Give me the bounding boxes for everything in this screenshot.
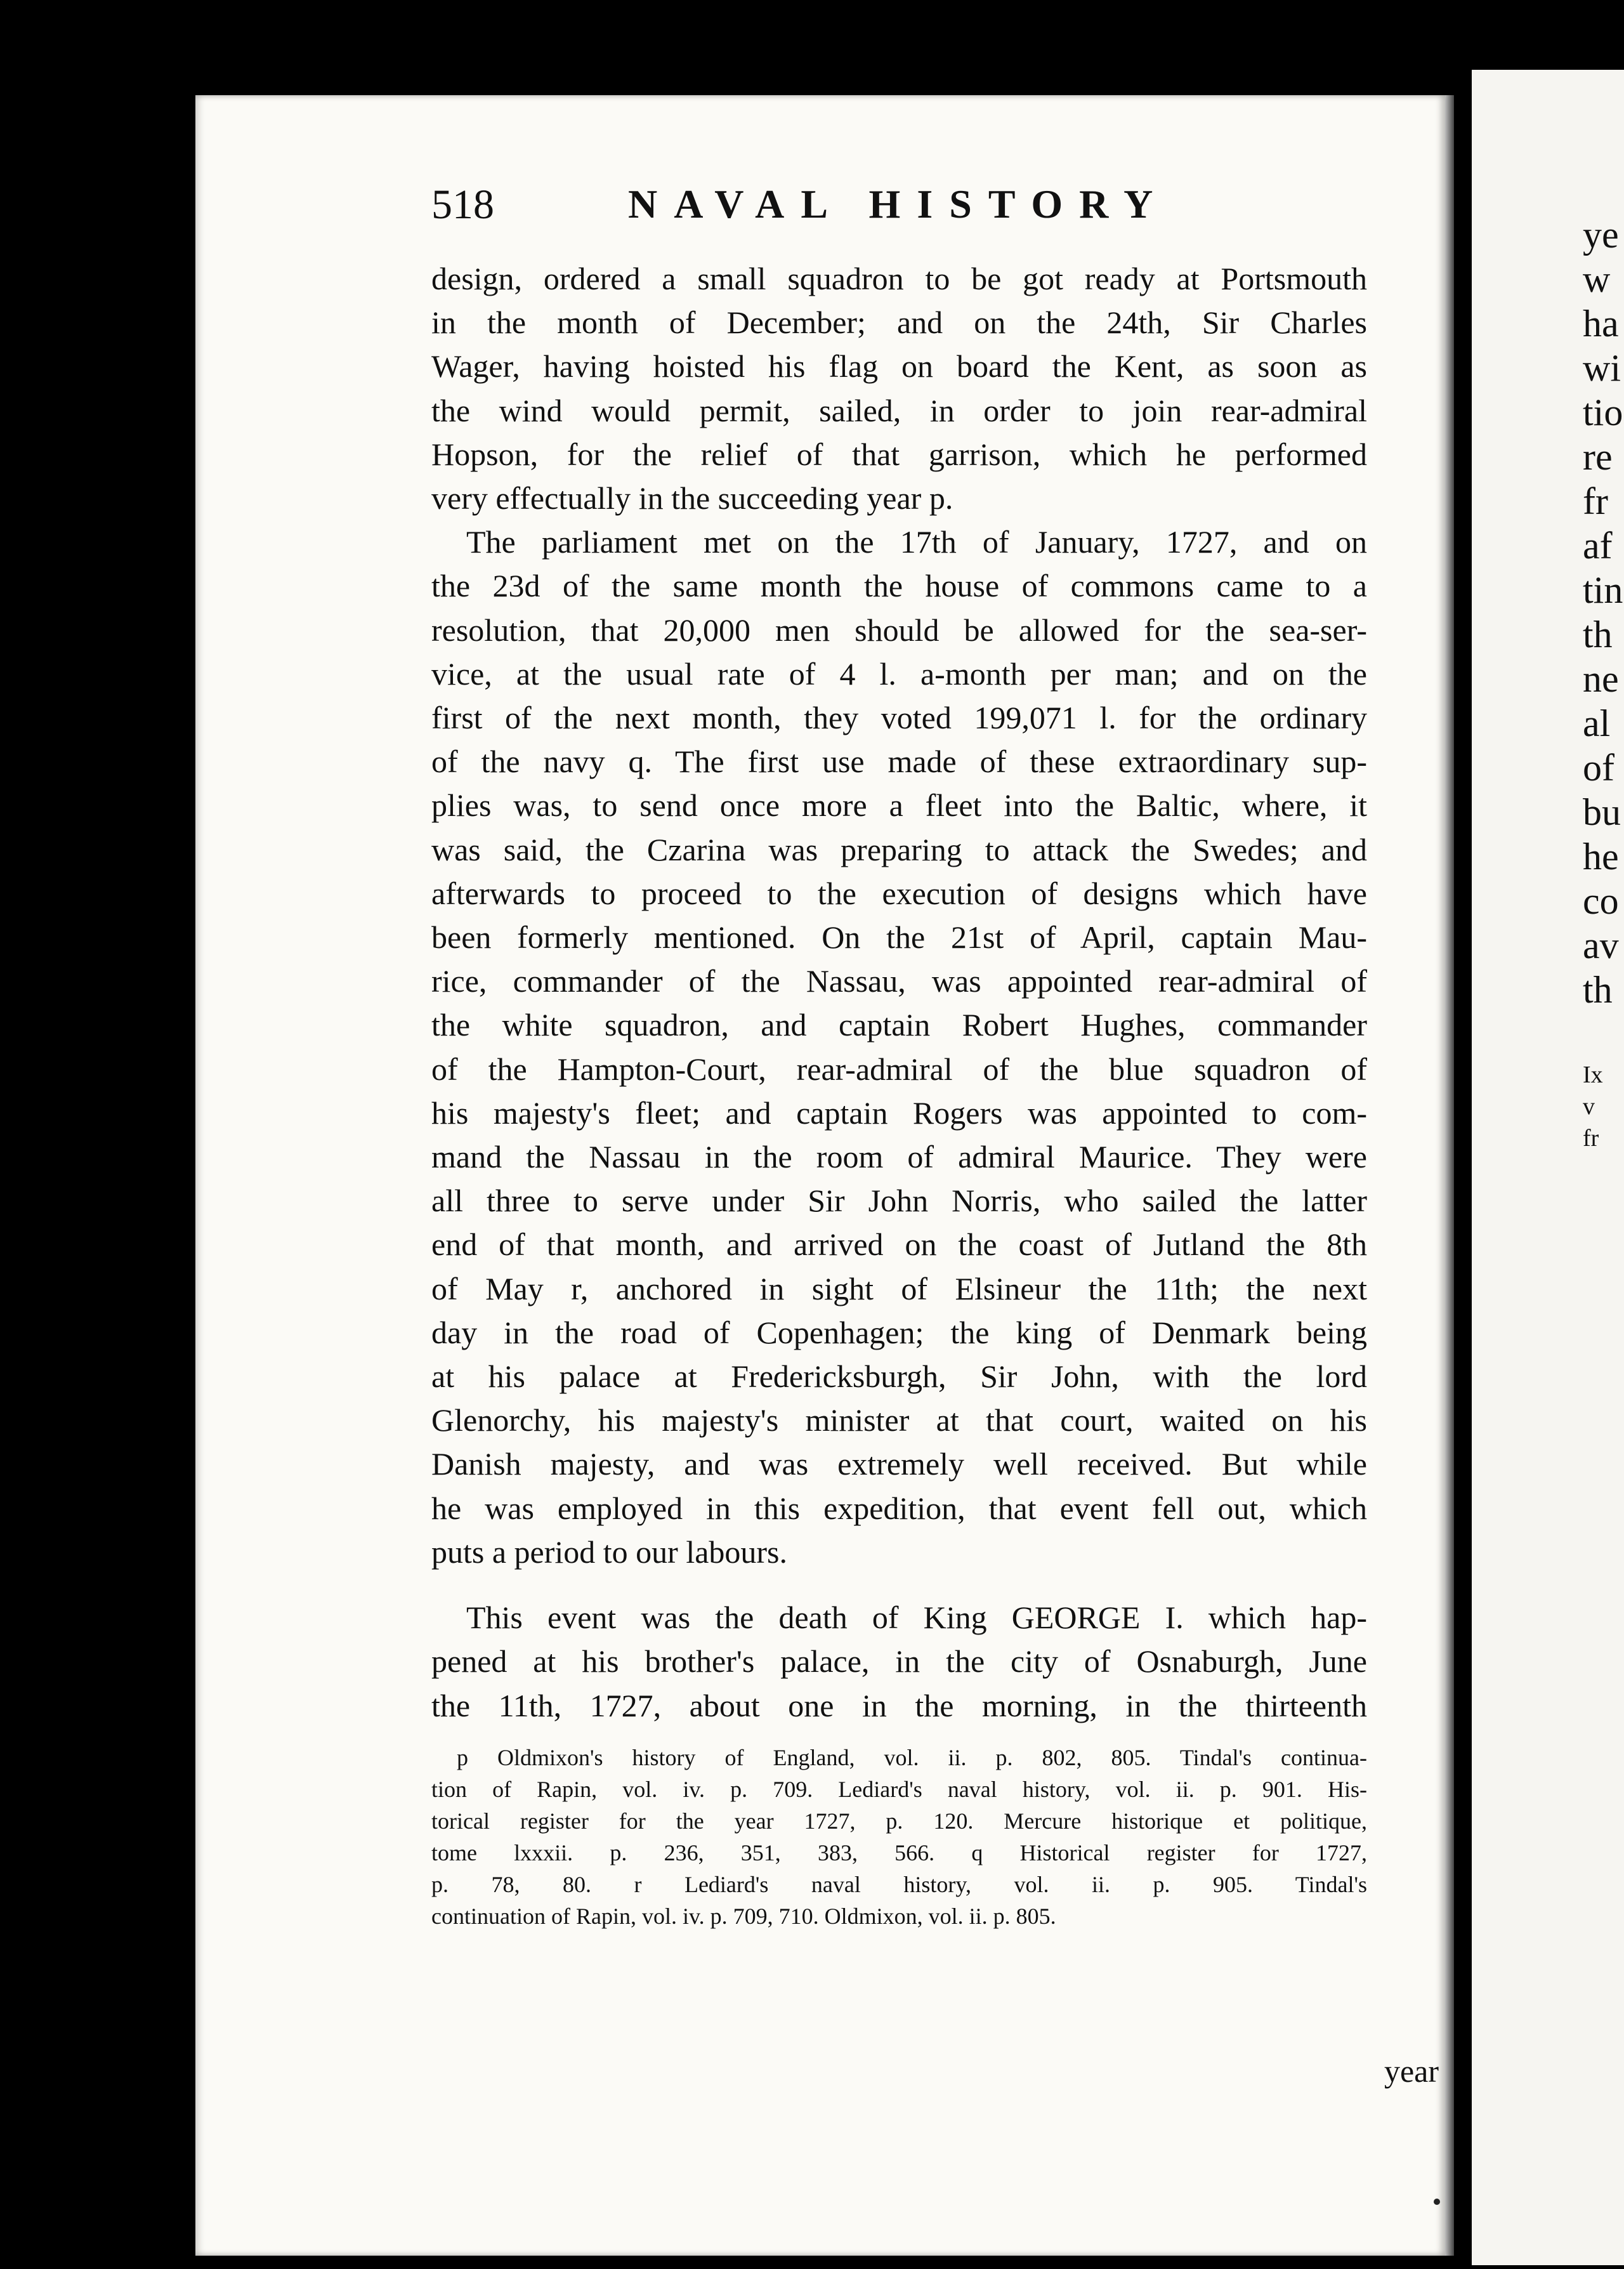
footnote-line: continuation of Rapin, vol. iv. p. 709, 710. Oldmixon, vol. ii. p. 805. [431, 1904, 1056, 1929]
footnote-line: p. 78, 80. r Lediard's naval history, vol. ii. p. 905. Tindal's [431, 1872, 1367, 1897]
footnote-line [431, 1742, 1367, 1773]
body-line: puts a period to our labours. [431, 1534, 788, 1570]
facing-page-fragment: re [1583, 436, 1613, 478]
book-page [195, 95, 1445, 2256]
facing-page-fragment: av [1583, 924, 1619, 966]
facing-page-fragment: tio [1583, 391, 1623, 433]
body-line: resolution, that 20,000 men should be allowed for the sea-ser- [431, 612, 1367, 648]
facing-page-fragment: af [1583, 525, 1613, 567]
body-line: of the navy q. The first use made of these extraordinary sup- [431, 744, 1367, 780]
facing-page-fragment: he [1583, 836, 1619, 878]
body-line: vice, at the usual rate of 4 l. a-month per man; and on the [431, 655, 1367, 692]
footnote-line: tome lxxxii. p. 236, 351, 383, 566. q Historical register for 1727, [431, 1840, 1367, 1865]
body-line: he was employed in this expedition, that event fell out, which [431, 1490, 1367, 1526]
footnotes [431, 1742, 1367, 1932]
body-line: rice, commander of the Nassau, was appointed rear-admiral of [431, 963, 1367, 999]
body-line: Danish majesty, and was extremely well received. But while [431, 1446, 1367, 1482]
facing-page-fragment: bu [1583, 791, 1621, 833]
body-line: was said, the Czarina was preparing to attack the Swedes; and [431, 831, 1367, 867]
facing-page-fragment: th [1583, 614, 1613, 655]
body-line: the white squadron, and captain Robert Hughes, commander [431, 1007, 1367, 1043]
facing-page-fragment: fr [1583, 480, 1608, 522]
body-line: plies was, to send once more a fleet into the Baltic, where, it [431, 787, 1367, 824]
body-line [431, 1596, 1367, 1640]
body-line: the wind would permit, sailed, in order to join rear-admiral [431, 392, 1367, 428]
body-line: Hopson, for the relief of that garrison, which he performed [431, 436, 1367, 472]
facing-page-fragment: wi [1583, 347, 1621, 389]
facing-page-fragment: w [1583, 258, 1611, 300]
page-edge-shadow [1445, 95, 1454, 2256]
body-line: first of the next month, they voted 199,071 l. for the ordinary [431, 700, 1367, 736]
footnote-line: torical register for the year 1727, p. 120. Mercure historique et politique, [431, 1808, 1367, 1834]
facing-page-edge [1472, 70, 1624, 2265]
facing-page-fragment: al [1583, 702, 1611, 744]
paragraph-start: The parliament met on the 17th of January, 1727, and on [466, 524, 1367, 560]
facing-page-fragment: Ix [1583, 1062, 1603, 1088]
body-line: of May r, anchored in sight of Elsineur the 11th; the next [431, 1270, 1367, 1306]
facing-page-fragment: ne [1583, 658, 1619, 700]
body-line: very effectually in the succeeding year p. [431, 480, 953, 516]
facing-page-fragment: th [1583, 969, 1613, 1011]
body-line: the 11th, 1727, about one in the morning, in the thirteenth [431, 1687, 1367, 1723]
body-line: Wager, having hoisted his flag on board the Kent, as soon as [431, 348, 1367, 385]
body-line: pened at his brother's palace, in the city of Osnaburgh, June [431, 1643, 1367, 1680]
running-head [431, 181, 1421, 238]
body-text [431, 257, 1367, 1728]
facing-page-fragment: v [1583, 1093, 1595, 1120]
body-line: afterwards to proceed to the execution of designs which have [431, 875, 1367, 911]
facing-page-fragment: fr [1583, 1125, 1599, 1152]
facing-page-fragment: ha [1583, 303, 1619, 345]
body-line: Glenorchy, his majesty's minister at that court, waited on his [431, 1402, 1367, 1438]
body-line: end of that month, and arrived on the coast of Jutland the 8th [431, 1227, 1367, 1263]
facing-page-fragment: tin [1583, 569, 1623, 611]
body-line: day in the road of Copenhagen; the king of Denmark being [431, 1314, 1367, 1350]
body-line: all three to serve under Sir John Norris, who sailed the latter [431, 1183, 1367, 1219]
body-line: design, ordered a small squadron to be got ready at Portsmouth [431, 261, 1367, 296]
page-number: 518 [431, 181, 494, 228]
ink-speck [1434, 2199, 1440, 2205]
body-line [431, 520, 1367, 564]
body-line: in the month of December; and on the 24th, Sir Charles [431, 305, 1367, 341]
body-line: of the Hampton-Court, rear-admiral of the blue squadron of [431, 1051, 1367, 1087]
facing-page-fragment: co [1583, 880, 1619, 922]
facing-page-fragment: ye [1583, 214, 1619, 256]
body-line: mand the Nassau in the room of admiral Maurice. They were [431, 1139, 1367, 1175]
body-line: his majesty's fleet; and captain Rogers was appointed to com- [431, 1095, 1367, 1131]
paragraph-start: This event was the death of King GEORGE I. which hap- [466, 1600, 1367, 1636]
facing-page-fragment: of [1583, 747, 1614, 789]
body-line: been formerly mentioned. On the 21st of April, captain Mau- [431, 919, 1367, 956]
body-line: at his palace at Fredericksburgh, Sir John, with the lord [431, 1358, 1367, 1395]
footnote-start: p Oldmixon's history of England, vol. ii. p. 802, 805. Tindal's continua- [457, 1745, 1367, 1770]
running-title: NAVAL HISTORY [628, 181, 1170, 227]
body-line: the 23d of the same month the house of commons came to a [431, 568, 1367, 604]
catchword: year [1384, 2053, 1439, 2089]
footnote-line: tion of Rapin, vol. iv. p. 709. Lediard's naval history, vol. ii. p. 901. His- [431, 1777, 1367, 1802]
